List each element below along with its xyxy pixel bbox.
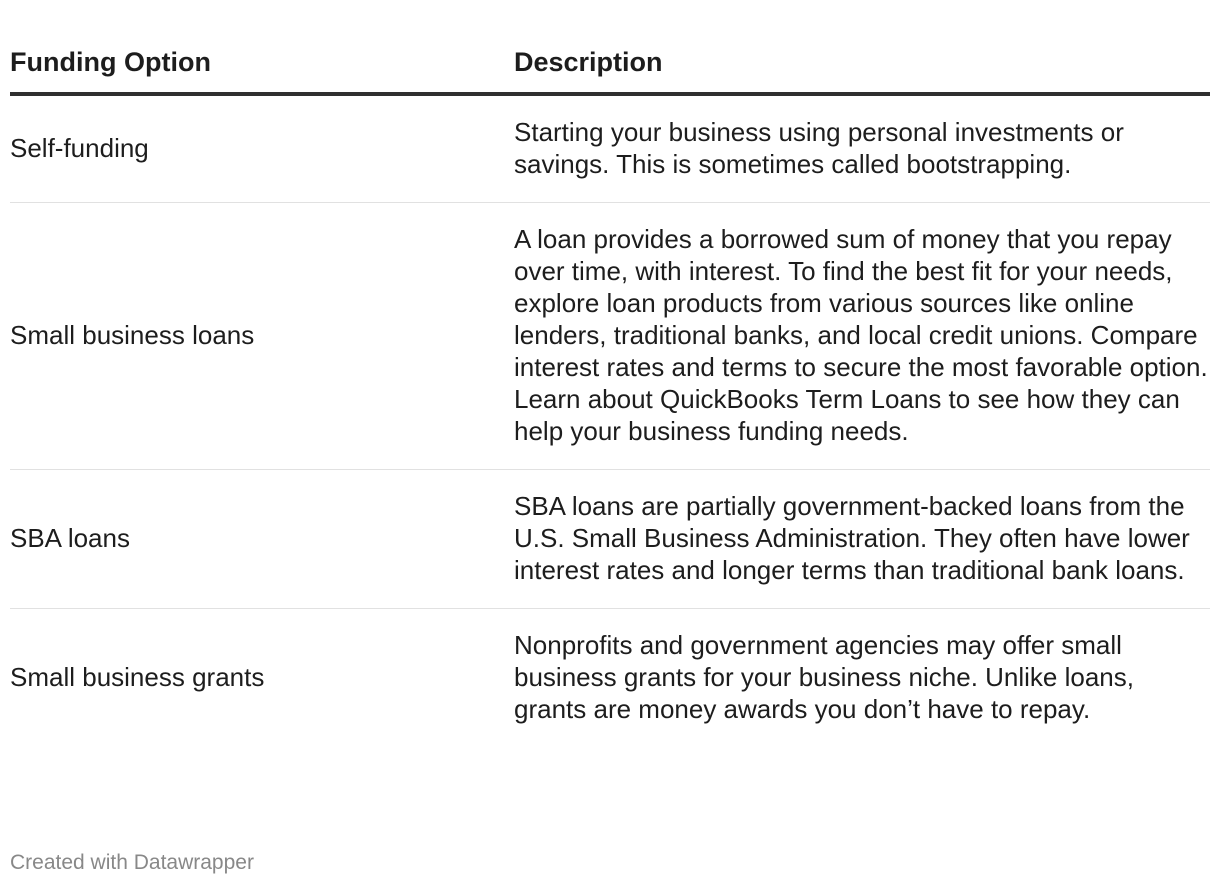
table-row — [10, 470, 1210, 609]
table-row — [10, 203, 1210, 470]
description-cell: SBA loans are partially government-backed loans from the U.S. Small Business Administration. They often have lower interest rates and longer terms than traditional bank loans. — [514, 470, 1210, 609]
description-cell: Starting your business using personal investments or savings. This is sometimes called bootstrapping. — [514, 94, 1210, 203]
description-cell: Nonprofits and government agencies may offer small business grants for your business niche. Unlike loans, grants are money awards you don’t have to repay. — [514, 630, 1134, 724]
description-cell: A loan provides a borrowed sum of money that you repay over time, with interest. To find the best fit for your needs, explore loan products from various sources like online lenders, traditional banks, and local credit unions. Compare interest rates and terms to secure the most favorable option. Learn about QuickBooks Term Loans to see how they can help your business funding needs. — [514, 203, 1210, 470]
funding-options-table — [10, 40, 1210, 747]
funding-option-cell: SBA loans — [10, 470, 514, 609]
datawrapper-credit: Created with Datawrapper — [10, 851, 254, 874]
funding-option-cell: Small business loans — [10, 203, 514, 470]
table-row — [10, 609, 1210, 748]
table-row — [10, 94, 1210, 203]
table-header-row — [10, 40, 1210, 94]
column-header-funding-option: Funding Option — [10, 40, 514, 94]
funding-option-cell: Small business grants — [10, 662, 265, 692]
funding-option-cell: Self-funding — [10, 94, 514, 203]
funding-options-table-container — [10, 40, 1210, 747]
column-header-description: Description — [514, 40, 1210, 94]
